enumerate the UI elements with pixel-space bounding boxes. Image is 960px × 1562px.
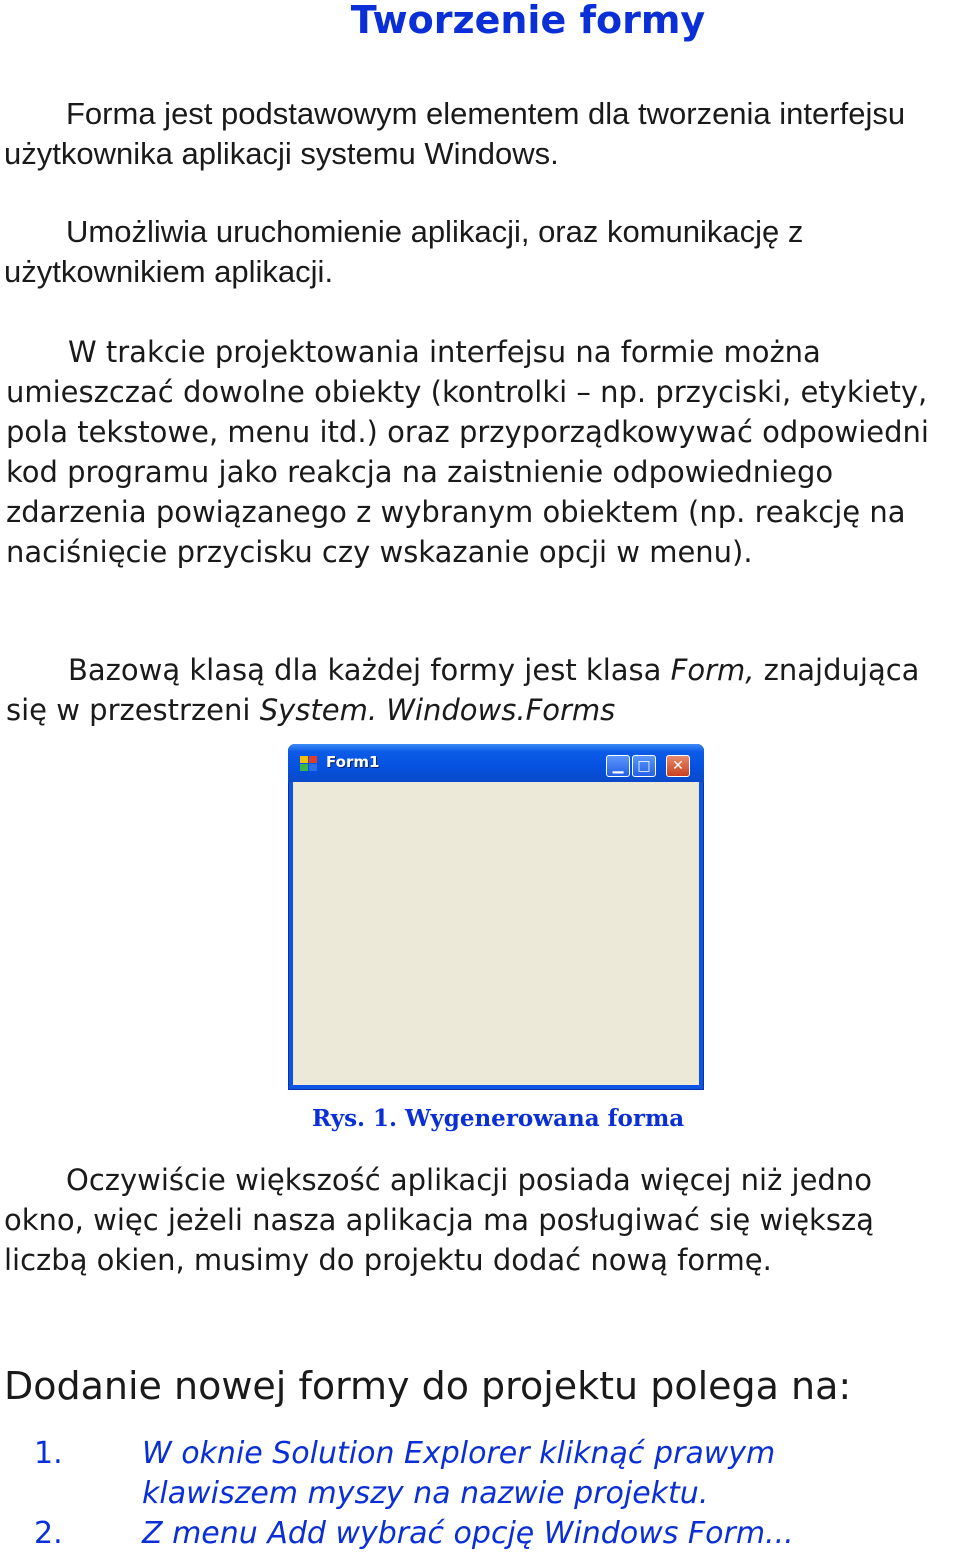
paragraph-base-class [6, 650, 960, 730]
window-title: Form1 [326, 753, 380, 771]
page-title: Tworzenie formy [350, 0, 706, 42]
window-titlebar[interactable] [288, 744, 704, 782]
namespace-name: System. Windows.Forms [259, 693, 616, 727]
list-item [0, 1434, 960, 1514]
paragraph-purpose-text: Umożliwia uruchomienie aplikacji, oraz komunikację z użytkownikiem aplikacji. [4, 214, 804, 289]
minimize-button[interactable]: ▁ [606, 755, 630, 777]
base-class-text: Bazową klasą dla każdej formy jest klasa [68, 653, 671, 687]
section-heading: Dodanie nowej formy do projektu polega na: [4, 1364, 852, 1408]
paragraph-multiple-windows-text: Oczywiście większość aplikacji posiada więcej niż jedno okno, więc jeżeli nasza aplikacja ma posługiwać się większą liczbą okien, musimy do projektu dodać nową formę. [4, 1163, 874, 1277]
steps-list [0, 1434, 960, 1554]
step-number: 2. [34, 1516, 63, 1551]
form-class-name: Form, [670, 653, 755, 687]
paragraph-design [6, 332, 960, 572]
step-number: 1. [34, 1436, 63, 1471]
figure-caption: Rys. 1. Wygenerowana forma [312, 1105, 685, 1132]
paragraph-purpose [4, 212, 959, 292]
form1-window [288, 744, 704, 1090]
paragraph-multiple-windows [4, 1160, 959, 1280]
form-client-area [293, 782, 699, 1085]
app-icon [300, 756, 318, 772]
paragraph-intro [4, 94, 959, 174]
namespace-text: znajdująca się w przestrzeni [6, 653, 920, 727]
close-button[interactable]: ✕ [666, 755, 690, 777]
list-item [0, 1514, 960, 1554]
maximize-button[interactable]: □ [632, 755, 656, 777]
step-text: W oknie Solution Explorer kliknąć prawym klawiszem myszy na nazwie projektu. [142, 1436, 776, 1511]
step-text: Z menu Add wybrać opcję Windows Form... [142, 1516, 794, 1551]
paragraph-design-text: W trakcie projektowania interfejsu na formie można umieszczać dowolne obiekty (kontrolki – np. przyciski, etykiety, pola tekstowe, menu itd.) oraz przyporządkowywać odpowiedni kod programu jako reakcja na zaistnienie odpowiedniego zdarzenia powiązanego z wybranym obiektem (np. reakcję na naciśnięcie przycisku czy wskazanie opcji w menu). [6, 335, 929, 569]
paragraph-intro-text: Forma jest podstawowym elementem dla tworzenia interfejsu użytkownika aplikacji systemu Windows. [4, 96, 906, 171]
